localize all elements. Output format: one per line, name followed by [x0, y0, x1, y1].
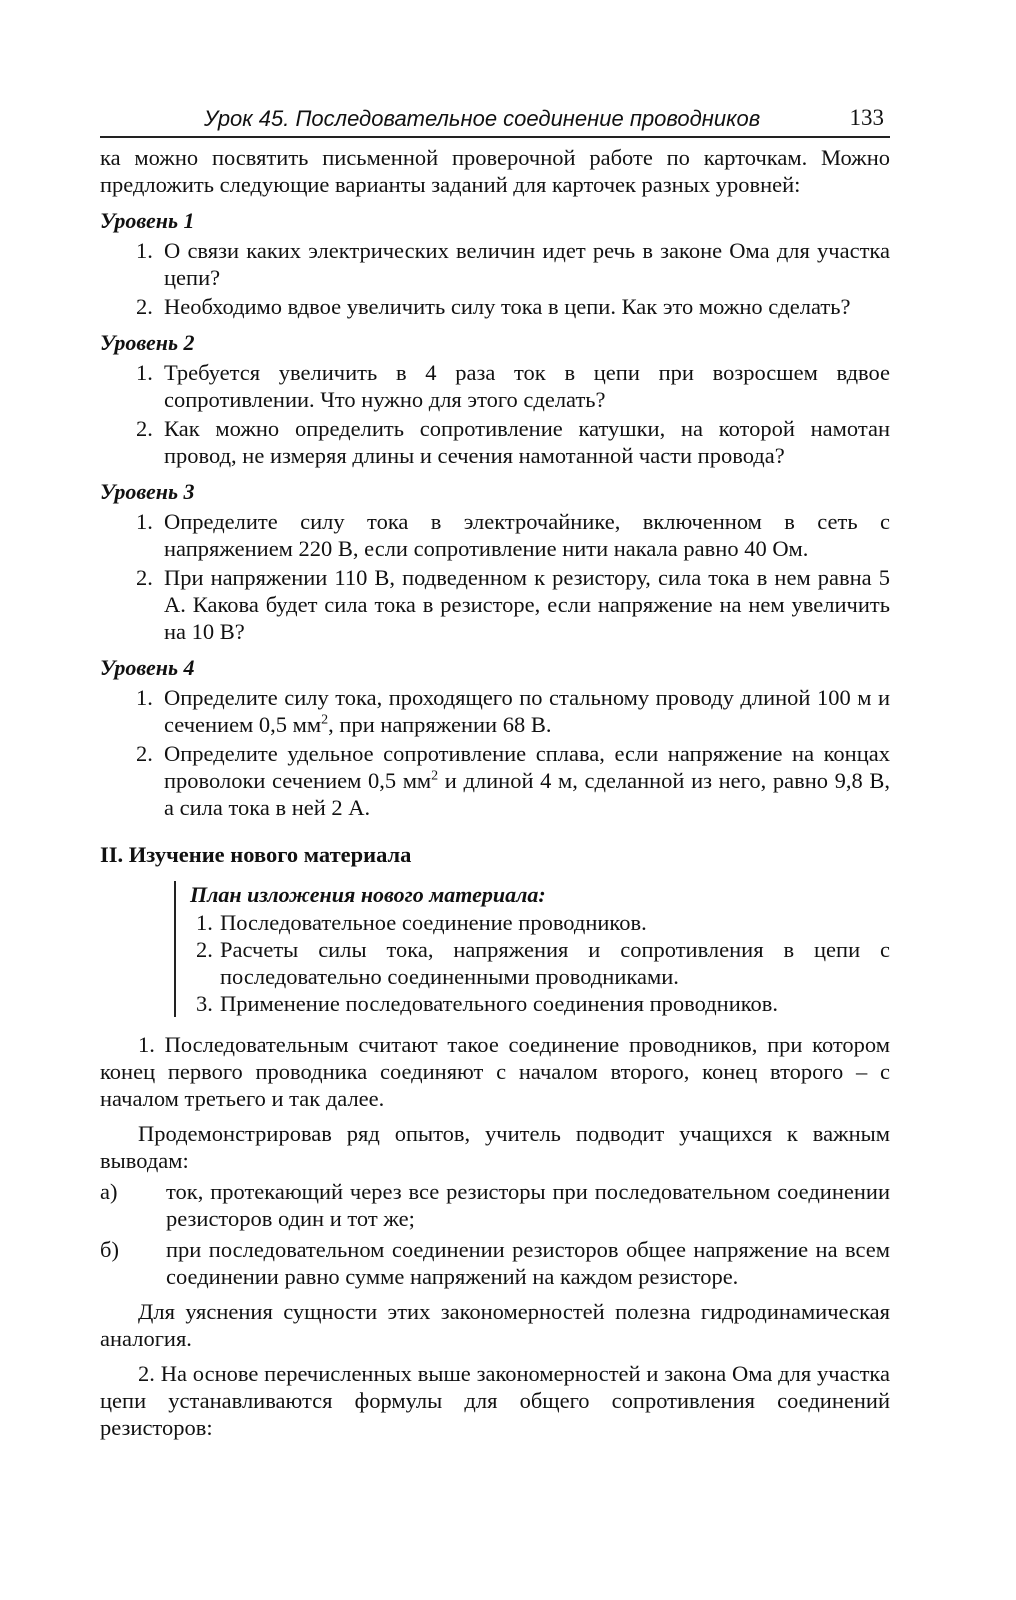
level-3	[100, 478, 890, 645]
conclusion-item	[100, 1178, 890, 1232]
plan-item-number: 3.	[196, 991, 213, 1016]
level-2	[100, 329, 890, 469]
plan-heading: План изложения нового материала:	[190, 882, 546, 907]
item-text: О связи каких электрических величин идет речь в законе Ома для участка цепи?	[164, 238, 890, 290]
item-text: Необходимо вдвое увеличить силу тока в цепи. Как это можно сделать?	[164, 294, 851, 319]
item-text-end: , при напряжении 68 В.	[328, 712, 552, 737]
item-text: Требуется увеличить в 4 раза ток в цепи при возросшем вдвое сопротивлении. Что нужно для этого сделать?	[164, 360, 890, 412]
item-number: 1.	[136, 685, 153, 710]
superscript: 2	[321, 712, 329, 728]
item-number: 2.	[136, 416, 153, 441]
paragraph-definition: 1. Последовательным считают такое соединение проводников, при котором конец первого проводника соединяют с началом второго, конец второго – с началом третьего и так далее.	[100, 1032, 890, 1111]
plan-item-number: 2.	[196, 937, 213, 962]
conclusion-letter: б)	[100, 1237, 119, 1262]
conclusion-letter: а)	[100, 1179, 118, 1204]
list-item	[100, 684, 890, 738]
item-number: 1.	[136, 238, 153, 263]
plan-item-number: 1.	[196, 910, 213, 935]
section-title: II. Изучение нового материала	[100, 842, 412, 867]
plan-item	[190, 909, 890, 936]
list-item	[100, 293, 890, 320]
intro-paragraph: ка можно посвятить письменной проверочной работе по карточкам. Можно предложить следующие варианты заданий для карточек разных уровней:	[100, 145, 890, 197]
plan-item-text: Применение последовательного соединения проводников.	[220, 991, 779, 1016]
list-item	[100, 237, 890, 291]
item-text-start: Определите силу тока, проходящего по стальному проводу длиной 100 м и сечением 0,5 мм	[164, 685, 890, 737]
plan-item-text: Расчеты силы тока, напряжения и сопротивления в цепи с последовательно соединенными проводниками.	[220, 937, 890, 989]
paragraph-analogy: Для уяснения сущности этих закономерностей полезна гидродинамическая аналогия.	[100, 1299, 890, 1351]
item-number: 1.	[136, 509, 153, 534]
item-text	[164, 740, 890, 821]
item-number: 1.	[136, 360, 153, 385]
plan-item	[190, 990, 890, 1017]
page-number: 133	[849, 105, 884, 130]
item-text: Определите силу тока в электрочайнике, включенном в сеть с напряжением 220 В, если сопротивление нити накала равно 40 Ом.	[164, 509, 890, 561]
item-text: Как можно определить сопротивление катушки, на которой намотан провод, не измеряя длины и сечения намотанной части провода?	[164, 416, 890, 468]
conclusion-text: при последовательном соединении резисторов общее напряжение на всем соединении равно сумме напряжений на каждом резисторе.	[166, 1237, 890, 1289]
list-item	[100, 508, 890, 562]
level-4	[100, 654, 890, 821]
plan-item	[190, 936, 890, 990]
plan-box	[174, 881, 890, 1017]
paragraph-formulas: 2. На основе перечисленных выше закономерностей и закона Ома для участка цепи устанавливаются формулы для общего сопротивления соединений резисторов:	[100, 1361, 890, 1440]
paragraph-demonstration: Продемонстрировав ряд опытов, учитель подводит учащихся к важным выводам:	[100, 1121, 890, 1173]
level-title: Уровень 2	[100, 330, 195, 355]
list-item	[100, 740, 890, 821]
plan-item-text: Последовательное соединение проводников.	[220, 910, 647, 935]
level-title: Уровень 1	[100, 208, 195, 233]
book-page	[100, 100, 890, 1441]
list-item	[100, 564, 890, 645]
item-text	[164, 684, 890, 738]
list-item	[100, 359, 890, 413]
item-number: 2.	[136, 565, 153, 590]
item-text-end: и длиной 4 м, сделанной из него, равно 9,8 В, а сила тока в ней 2 А.	[164, 768, 890, 820]
running-header	[100, 100, 890, 138]
item-text-start: Определите удельное сопротивление сплава, если напряжение на концах проволоки сечением 0,5 мм	[164, 741, 890, 793]
item-text: При напряжении 110 В, подведенном к резистору, сила тока в нем равна 5 А. Какова будет сила тока в резисторе, если напряжение на нем увеличить на 10 В?	[164, 565, 890, 644]
item-number: 2.	[136, 741, 153, 766]
list-item	[100, 415, 890, 469]
level-title: Уровень 4	[100, 655, 195, 680]
superscript: 2	[431, 768, 439, 784]
header-title: Урок 45. Последовательное соединение проводников	[204, 106, 761, 131]
level-title: Уровень 3	[100, 479, 195, 504]
level-1	[100, 207, 890, 320]
conclusion-text: ток, протекающий через все резисторы при последовательном соединении резисторов один и тот же;	[166, 1179, 890, 1231]
conclusion-item	[100, 1236, 890, 1290]
item-number: 2.	[136, 294, 153, 319]
